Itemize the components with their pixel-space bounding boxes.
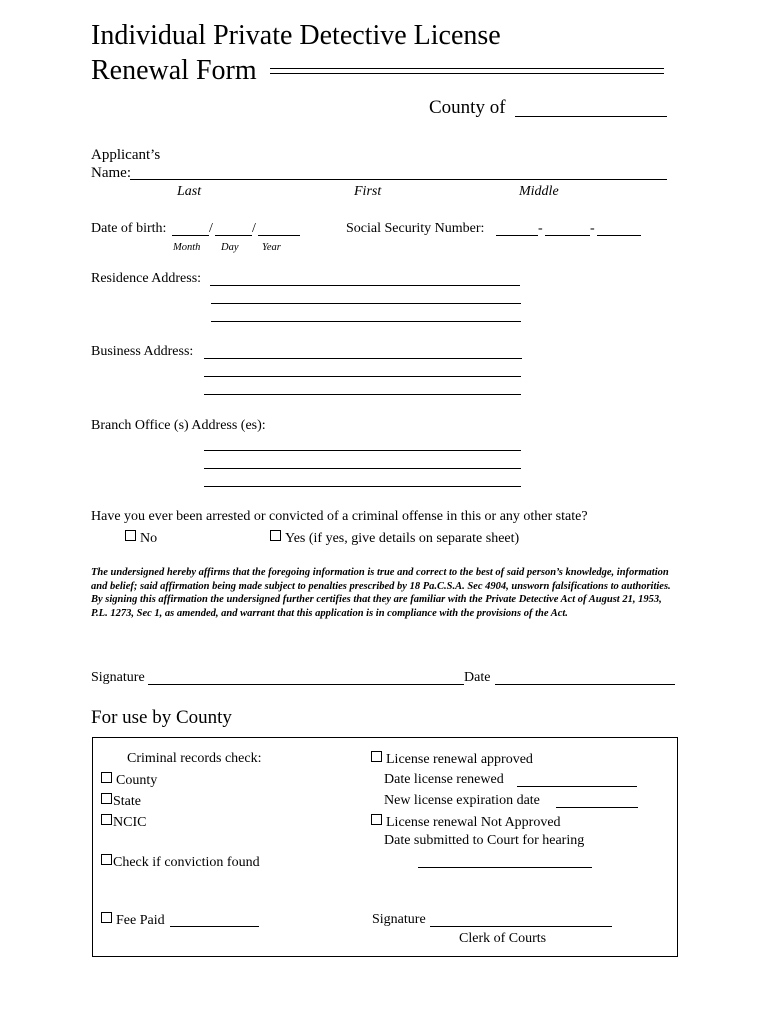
dob-year-field[interactable] xyxy=(258,235,300,236)
dob-month-caption: Month xyxy=(173,242,201,253)
date-renewed-label: Date license renewed xyxy=(384,772,504,787)
clerk-of-courts-label: Clerk of Courts xyxy=(459,931,547,946)
county-use-heading: For use by County xyxy=(91,707,232,728)
clerk-signature-field[interactable] xyxy=(430,926,612,927)
county-field[interactable] xyxy=(515,116,667,117)
residence-address-label: Residence Address: xyxy=(91,271,202,286)
date-label: Date xyxy=(464,670,491,685)
form-title-line2: Renewal Form xyxy=(91,55,257,86)
ssn-part3-field[interactable] xyxy=(597,235,641,236)
business-address-line2[interactable] xyxy=(204,376,521,377)
check-county[interactable] xyxy=(101,772,157,789)
check-state[interactable] xyxy=(101,793,141,810)
residence-address-line3[interactable] xyxy=(211,321,521,322)
approved-label: License renewal approved xyxy=(386,752,533,767)
check-approved[interactable] xyxy=(371,751,533,768)
dob-label: Date of birth: xyxy=(91,221,167,236)
branch-address-line1[interactable] xyxy=(204,450,521,451)
arrest-question: Have you ever been arrested or convicted of a criminal offense in this or any other state? xyxy=(91,509,588,524)
middle-name-caption: Middle xyxy=(519,184,559,199)
no-label: No xyxy=(140,531,158,546)
dob-month-field[interactable] xyxy=(172,235,209,236)
checkbox-fee-paid[interactable] xyxy=(101,912,112,923)
ssn-dash: - xyxy=(590,221,595,236)
first-name-caption: First xyxy=(354,184,382,199)
applicant-label: Applicant’s xyxy=(91,147,161,163)
ssn-dash: - xyxy=(538,221,543,236)
dob-day-field[interactable] xyxy=(215,235,252,236)
checkbox-ncic[interactable] xyxy=(101,814,112,825)
signature-label: Signature xyxy=(91,670,145,685)
branch-address-label: Branch Office (s) Address (es): xyxy=(91,418,266,433)
residence-address-line2[interactable] xyxy=(211,303,521,304)
business-address-label: Business Address: xyxy=(91,344,194,359)
checkbox-no[interactable] xyxy=(125,530,136,541)
arrest-yes-option[interactable] xyxy=(270,530,519,547)
checkbox-conviction[interactable] xyxy=(101,854,112,865)
form-title-line1: Individual Private Detective License xyxy=(91,20,501,51)
new-expiration-label: New license expiration date xyxy=(384,793,540,808)
applicant-name-field[interactable] xyxy=(130,179,667,180)
fee-paid-field[interactable] xyxy=(170,926,259,927)
name-label: Name: xyxy=(91,165,131,181)
new-expiration-field[interactable] xyxy=(556,807,638,808)
affirmation-text: The undersigned hereby affirms that the foregoing information is true and correct to the best of said person’s knowledge, information and belief; said affirmation being made subject to penalties prescribed by 18 Pa.C.S.A. Sec 4904, unsworn falsifications to authorities. By signing this affirmation the undersigned further certifies that they are familiar with the Private Detective Act of August 21, 1953, P.L. 1273, Sec 1, as amended, and warrant that this application is in compliance with the provisions of the Act. xyxy=(91,567,671,619)
date-submitted-field[interactable] xyxy=(418,867,592,868)
conviction-check-label: Check if conviction found xyxy=(113,855,260,870)
arrest-no-option[interactable] xyxy=(125,530,157,547)
last-name-caption: Last xyxy=(177,184,202,199)
ssn-part2-field[interactable] xyxy=(545,235,590,236)
business-address-line1[interactable] xyxy=(204,358,522,359)
title-double-rule xyxy=(270,68,664,74)
checkbox-not-approved[interactable] xyxy=(371,814,382,825)
records-check-label: Criminal records check: xyxy=(127,751,262,766)
branch-address-line2[interactable] xyxy=(204,468,521,469)
clerk-signature-label: Signature xyxy=(372,912,426,927)
check-fee-paid[interactable] xyxy=(101,912,165,929)
county-check-label: County xyxy=(116,773,158,788)
state-check-label: State xyxy=(113,794,141,809)
yes-label: Yes (if yes, give details on separate sheet) xyxy=(285,531,520,546)
check-conviction[interactable] xyxy=(101,854,260,871)
signature-field[interactable] xyxy=(148,684,464,685)
ssn-part1-field[interactable] xyxy=(496,235,538,236)
dob-year-caption: Year xyxy=(262,242,281,253)
checkbox-approved[interactable] xyxy=(371,751,382,762)
ssn-label: Social Security Number: xyxy=(346,221,485,236)
checkbox-state[interactable] xyxy=(101,793,112,804)
dob-slash: / xyxy=(252,221,256,236)
not-approved-label: License renewal Not Approved xyxy=(386,815,561,830)
county-label: County of xyxy=(429,97,506,118)
check-not-approved[interactable] xyxy=(371,814,561,831)
date-field[interactable] xyxy=(495,684,675,685)
date-submitted-label: Date submitted to Court for hearing xyxy=(384,833,585,848)
dob-day-caption: Day xyxy=(221,242,239,253)
branch-address-line3[interactable] xyxy=(204,486,521,487)
ncic-check-label: NCIC xyxy=(113,815,147,830)
date-renewed-field[interactable] xyxy=(517,786,637,787)
dob-slash: / xyxy=(209,221,213,236)
check-ncic[interactable] xyxy=(101,814,146,831)
checkbox-county[interactable] xyxy=(101,772,112,783)
business-address-line3[interactable] xyxy=(204,394,521,395)
residence-address-line1[interactable] xyxy=(210,285,520,286)
checkbox-yes[interactable] xyxy=(270,530,281,541)
fee-paid-label: Fee Paid xyxy=(116,913,165,928)
